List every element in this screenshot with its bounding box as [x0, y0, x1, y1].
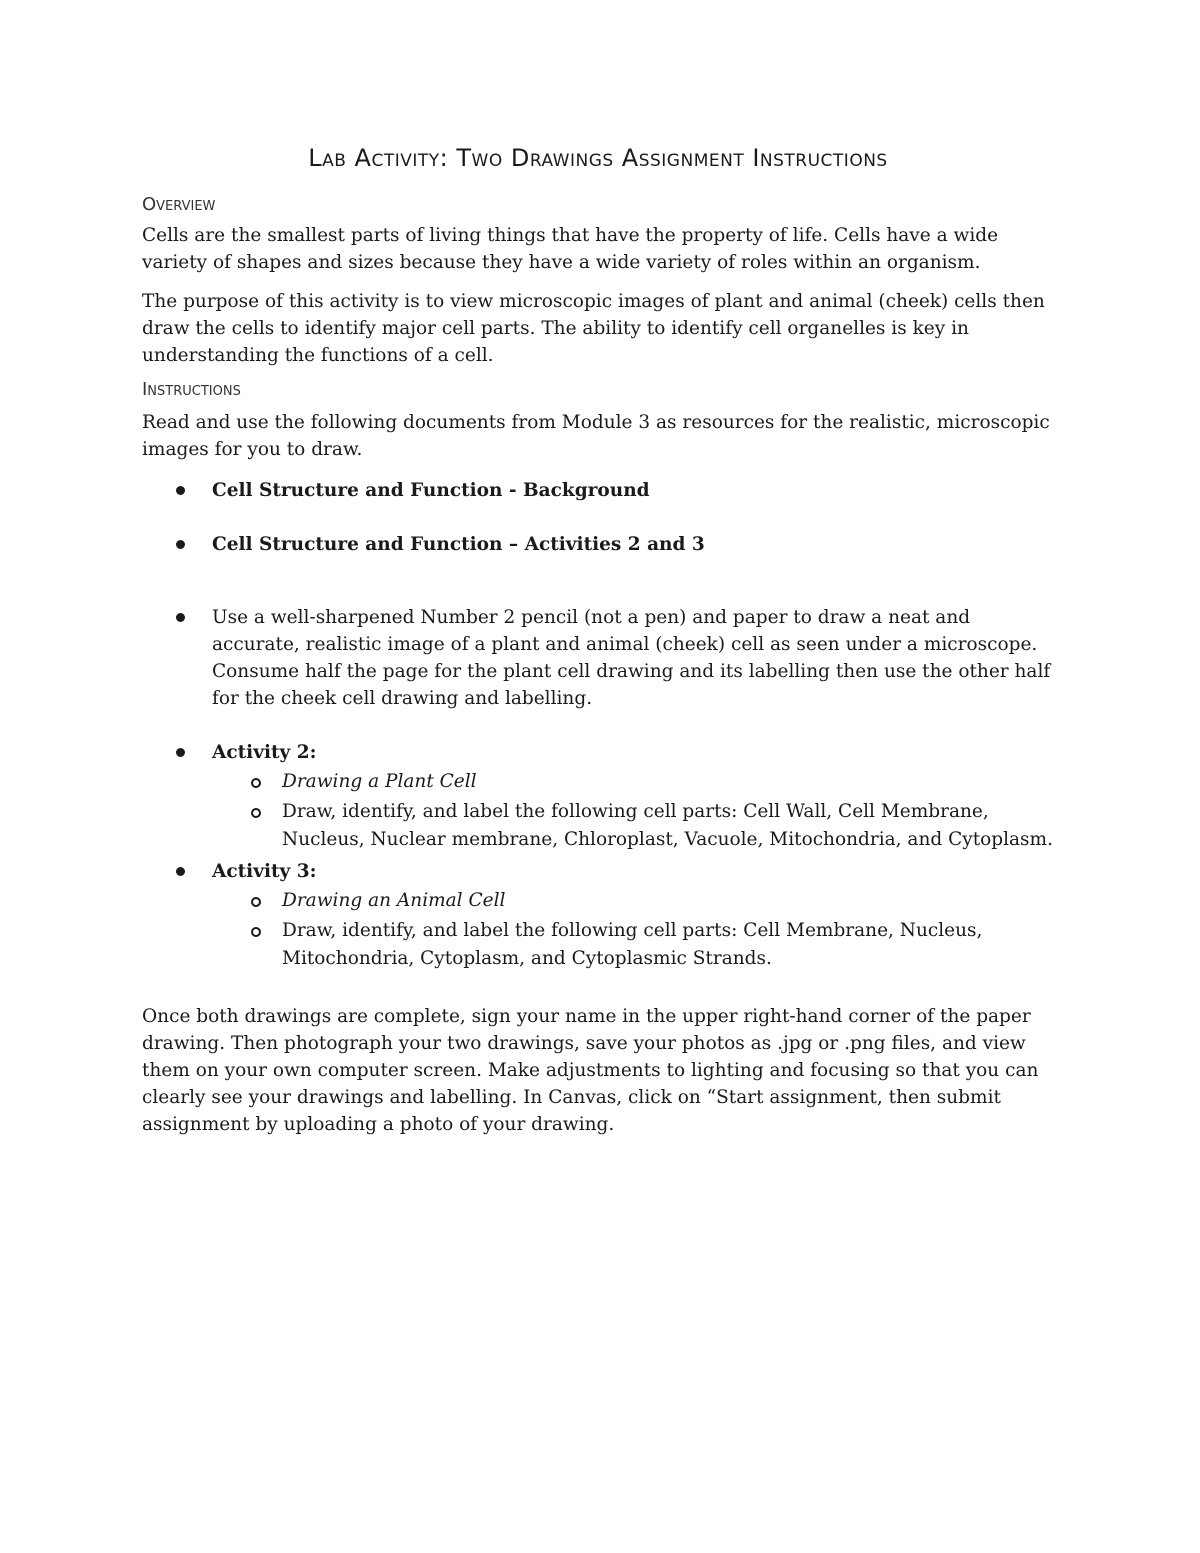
instructions-heading: Instructions	[142, 379, 241, 400]
activity-2-parts: Draw, identify, and label the following cell parts: Cell Wall, Cell Membrane, Nucleus, Nuclear membrane, Chloroplast, Vacuole, Mitochondria, and Cytoplasm.	[282, 801, 1053, 850]
activity-2-subitem-title	[142, 768, 1062, 796]
activity-3-subitem-title	[142, 887, 1062, 915]
activity-3-label: Activity 3:	[212, 861, 317, 882]
overview-paragraph-2: The purpose of this activity is to view microscopic images of plant and animal (cheek) cells then draw the cells to identify major cell parts. The ability to identify cell organelles is key in understanding the functions of a cell.	[142, 291, 1045, 366]
pencil-instructions-text: Use a well-sharpened Number 2 pencil (not a pen) and paper to draw a neat and accurate, realistic image of a plant and animal (cheek) cell as seen under a microscope. Consume half the page for the plant cell drawing and its labelling then use the other half for the cheek cell drawing and labelling.	[212, 607, 1051, 709]
closing-paragraph: Once both drawings are complete, sign your name in the upper right-hand corner of the paper drawing. Then photograph your two drawings, save your photos as .jpg or .png files, and view them on your own computer screen. Make adjustments to lighting and focusing so that you can clearly see your drawings and labelling. In Canvas, click on “Start assignment, then submit assignment by uploading a photo of your drawing.	[142, 1006, 1039, 1135]
activity-2-label: Activity 2:	[212, 742, 317, 763]
overview-heading: Overview	[142, 194, 216, 215]
list-item-activity-2	[142, 739, 1062, 854]
background-doc-label: Cell Structure and Function - Background	[212, 480, 650, 501]
list-item-pencil-instructions	[142, 604, 1062, 712]
instructions-list	[142, 477, 1062, 973]
activities-doc-label: Cell Structure and Function – Activities 2 and 3	[212, 534, 705, 555]
activity-3-title: Drawing an Animal Cell	[282, 890, 506, 911]
activity-2-title: Drawing a Plant Cell	[282, 771, 477, 792]
overview-paragraph-1: Cells are the smallest parts of living things that have the property of life. Cells have a wide variety of shapes and sizes because they have a wide variety of roles within an organism.	[142, 225, 999, 273]
activity-3-parts: Draw, identify, and label the following cell parts: Cell Membrane, Nucleus, Mitochondria, Cytoplasm, and Cytoplasmic Strands.	[282, 920, 983, 969]
list-item-background-doc	[142, 477, 1062, 504]
instructions-intro: Read and use the following documents from Module 3 as resources for the realistic, microscopic images for you to draw.	[142, 412, 1050, 460]
activity-2-sublist	[212, 768, 1062, 854]
activity-3-sublist	[212, 887, 1062, 973]
activity-3-subitem-parts	[142, 917, 1062, 973]
list-item-activity-3	[142, 858, 1062, 973]
document-title: Lab Activity: Two Drawings Assignment Instructions	[308, 144, 888, 172]
activity-2-subitem-parts	[142, 798, 1062, 854]
document-page	[142, 138, 1062, 1138]
list-item-activities-doc	[142, 531, 1062, 558]
